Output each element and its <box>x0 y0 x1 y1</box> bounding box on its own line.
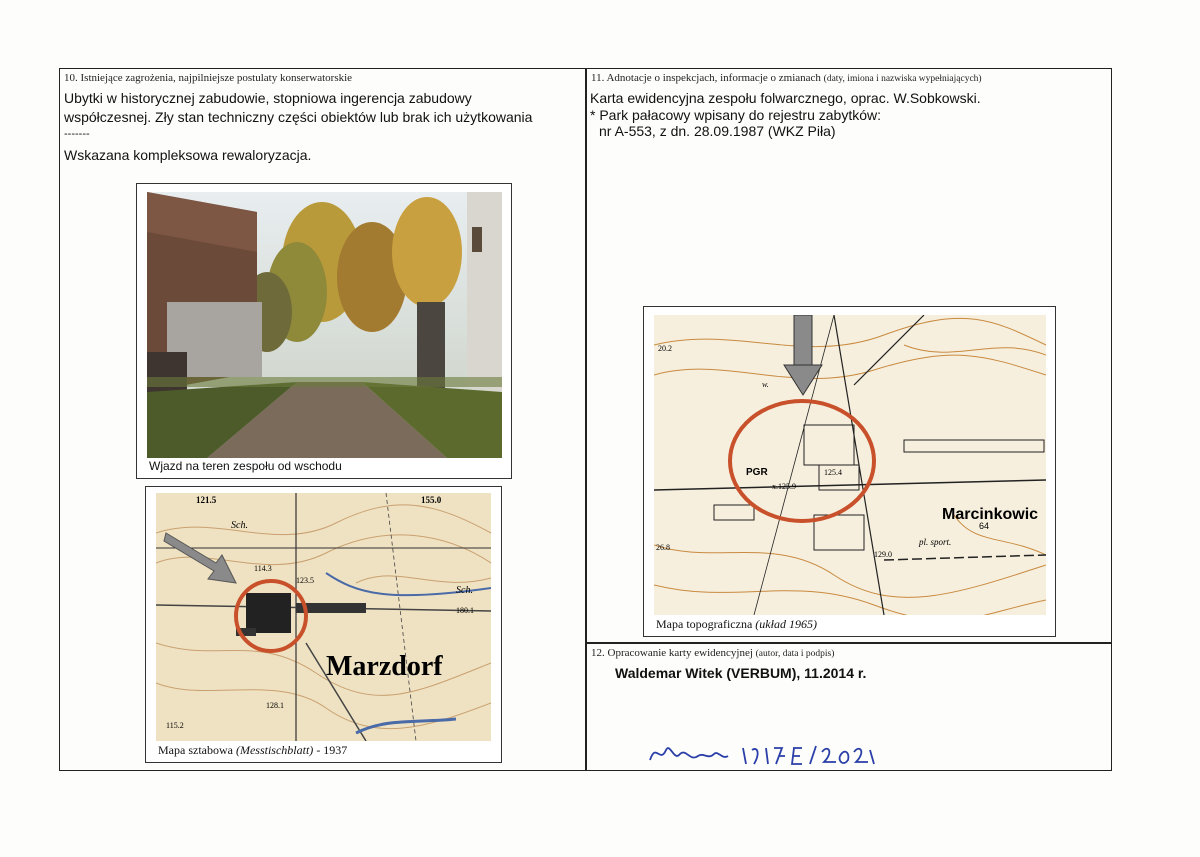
section10-dashes: ------- <box>64 128 90 140</box>
map2-drawing <box>654 315 1046 615</box>
map2-label-5: 129.0 <box>874 550 892 559</box>
map1-drawing <box>156 493 491 741</box>
map1-caption-suffix: - 1937 <box>313 743 348 757</box>
map2-label-0: 20.2 <box>658 344 672 353</box>
section11-heading-small: (daty, imiona i nazwiska wypełniających) <box>823 74 982 84</box>
map2-label-7: 26.8 <box>656 543 670 552</box>
map1-panel <box>145 486 502 763</box>
map2-label-3: x.125.9 <box>772 482 796 491</box>
photo-panel <box>136 183 512 479</box>
map1-label-4: 123.5 <box>296 576 314 585</box>
section11-line1: Karta ewidencyjna zespołu folwarcznego, oprac. W.Sobkowski. <box>590 90 981 106</box>
map1-caption <box>158 743 347 758</box>
signature-scribble <box>648 740 878 770</box>
map1-caption-prefix: Mapa sztabowa <box>158 743 236 757</box>
section10-line1: Ubytki w historycznej zabudowie, stopniowa ingerencja zabudowy <box>64 90 472 106</box>
map2-image <box>654 315 1046 615</box>
handwritten-signature <box>648 740 878 776</box>
map1-label-3: 114.3 <box>254 564 272 573</box>
section12-heading-small: (autor, data i podpis) <box>755 649 835 659</box>
section12-heading-main: 12. Opracowanie karty ewidencyjnej <box>591 647 753 659</box>
map1-label-8: 115.2 <box>166 721 184 730</box>
map1-image <box>156 493 491 741</box>
entrance-photo <box>147 192 502 458</box>
map2-label-2: 125.4 <box>824 468 842 477</box>
map2-caption-prefix: Mapa topograficzna <box>656 617 756 631</box>
map1-label-5: Sch. <box>456 585 473 596</box>
section11-line3: nr A-553, z dn. 28.09.1987 (WKZ Piła) <box>599 123 836 139</box>
section-divider <box>585 642 1112 644</box>
author-line: Waldemar Witek (VERBUM), 11.2014 r. <box>615 665 867 681</box>
map2-caption-italic: (układ 1965) <box>755 617 817 631</box>
section10-heading: 10. Istniejące zagrożenia, najpilniejsze postulaty konserwatorskie <box>64 72 353 84</box>
section11-heading-main: 11. Adnotacje o inspekcjach, informacje o zmianach <box>591 72 821 84</box>
section10-line2: współczesnej. Zły stan techniczny części obiektów lub brak ich użytkowania <box>64 109 533 125</box>
column-divider <box>585 68 587 771</box>
map1-caption-italic: (Messtischblatt) <box>235 743 314 757</box>
section12-heading <box>591 647 834 659</box>
photo-caption: Wjazd na teren zespołu od wschodu <box>149 459 342 473</box>
map1-place-name: Marzdorf <box>326 651 443 682</box>
map1-label-6: 180.1 <box>456 606 474 615</box>
section10-line3: Wskazana kompleksowa rewaloryzacja. <box>64 147 312 163</box>
map2-caption <box>656 617 817 632</box>
section11-heading <box>591 72 982 84</box>
map1-label-0: 121.5 <box>196 495 217 505</box>
map2-label-1: PGR <box>746 467 768 478</box>
section11-line2: * Park pałacowy wpisany do rejestru zabytków: <box>590 107 882 123</box>
map2-panel <box>643 306 1056 637</box>
entrance-photo-image <box>147 192 502 458</box>
map2-place-name: Marcinkowic <box>942 506 1039 523</box>
map2-label-4: 64 <box>979 521 990 531</box>
map1-label-2: Sch. <box>231 520 248 531</box>
map1-label-7: 128.1 <box>266 701 284 710</box>
map1-label-1: 155.0 <box>421 495 442 505</box>
map2-label-8: w. <box>762 380 769 389</box>
map2-label-6: pl. sport. <box>919 537 952 547</box>
